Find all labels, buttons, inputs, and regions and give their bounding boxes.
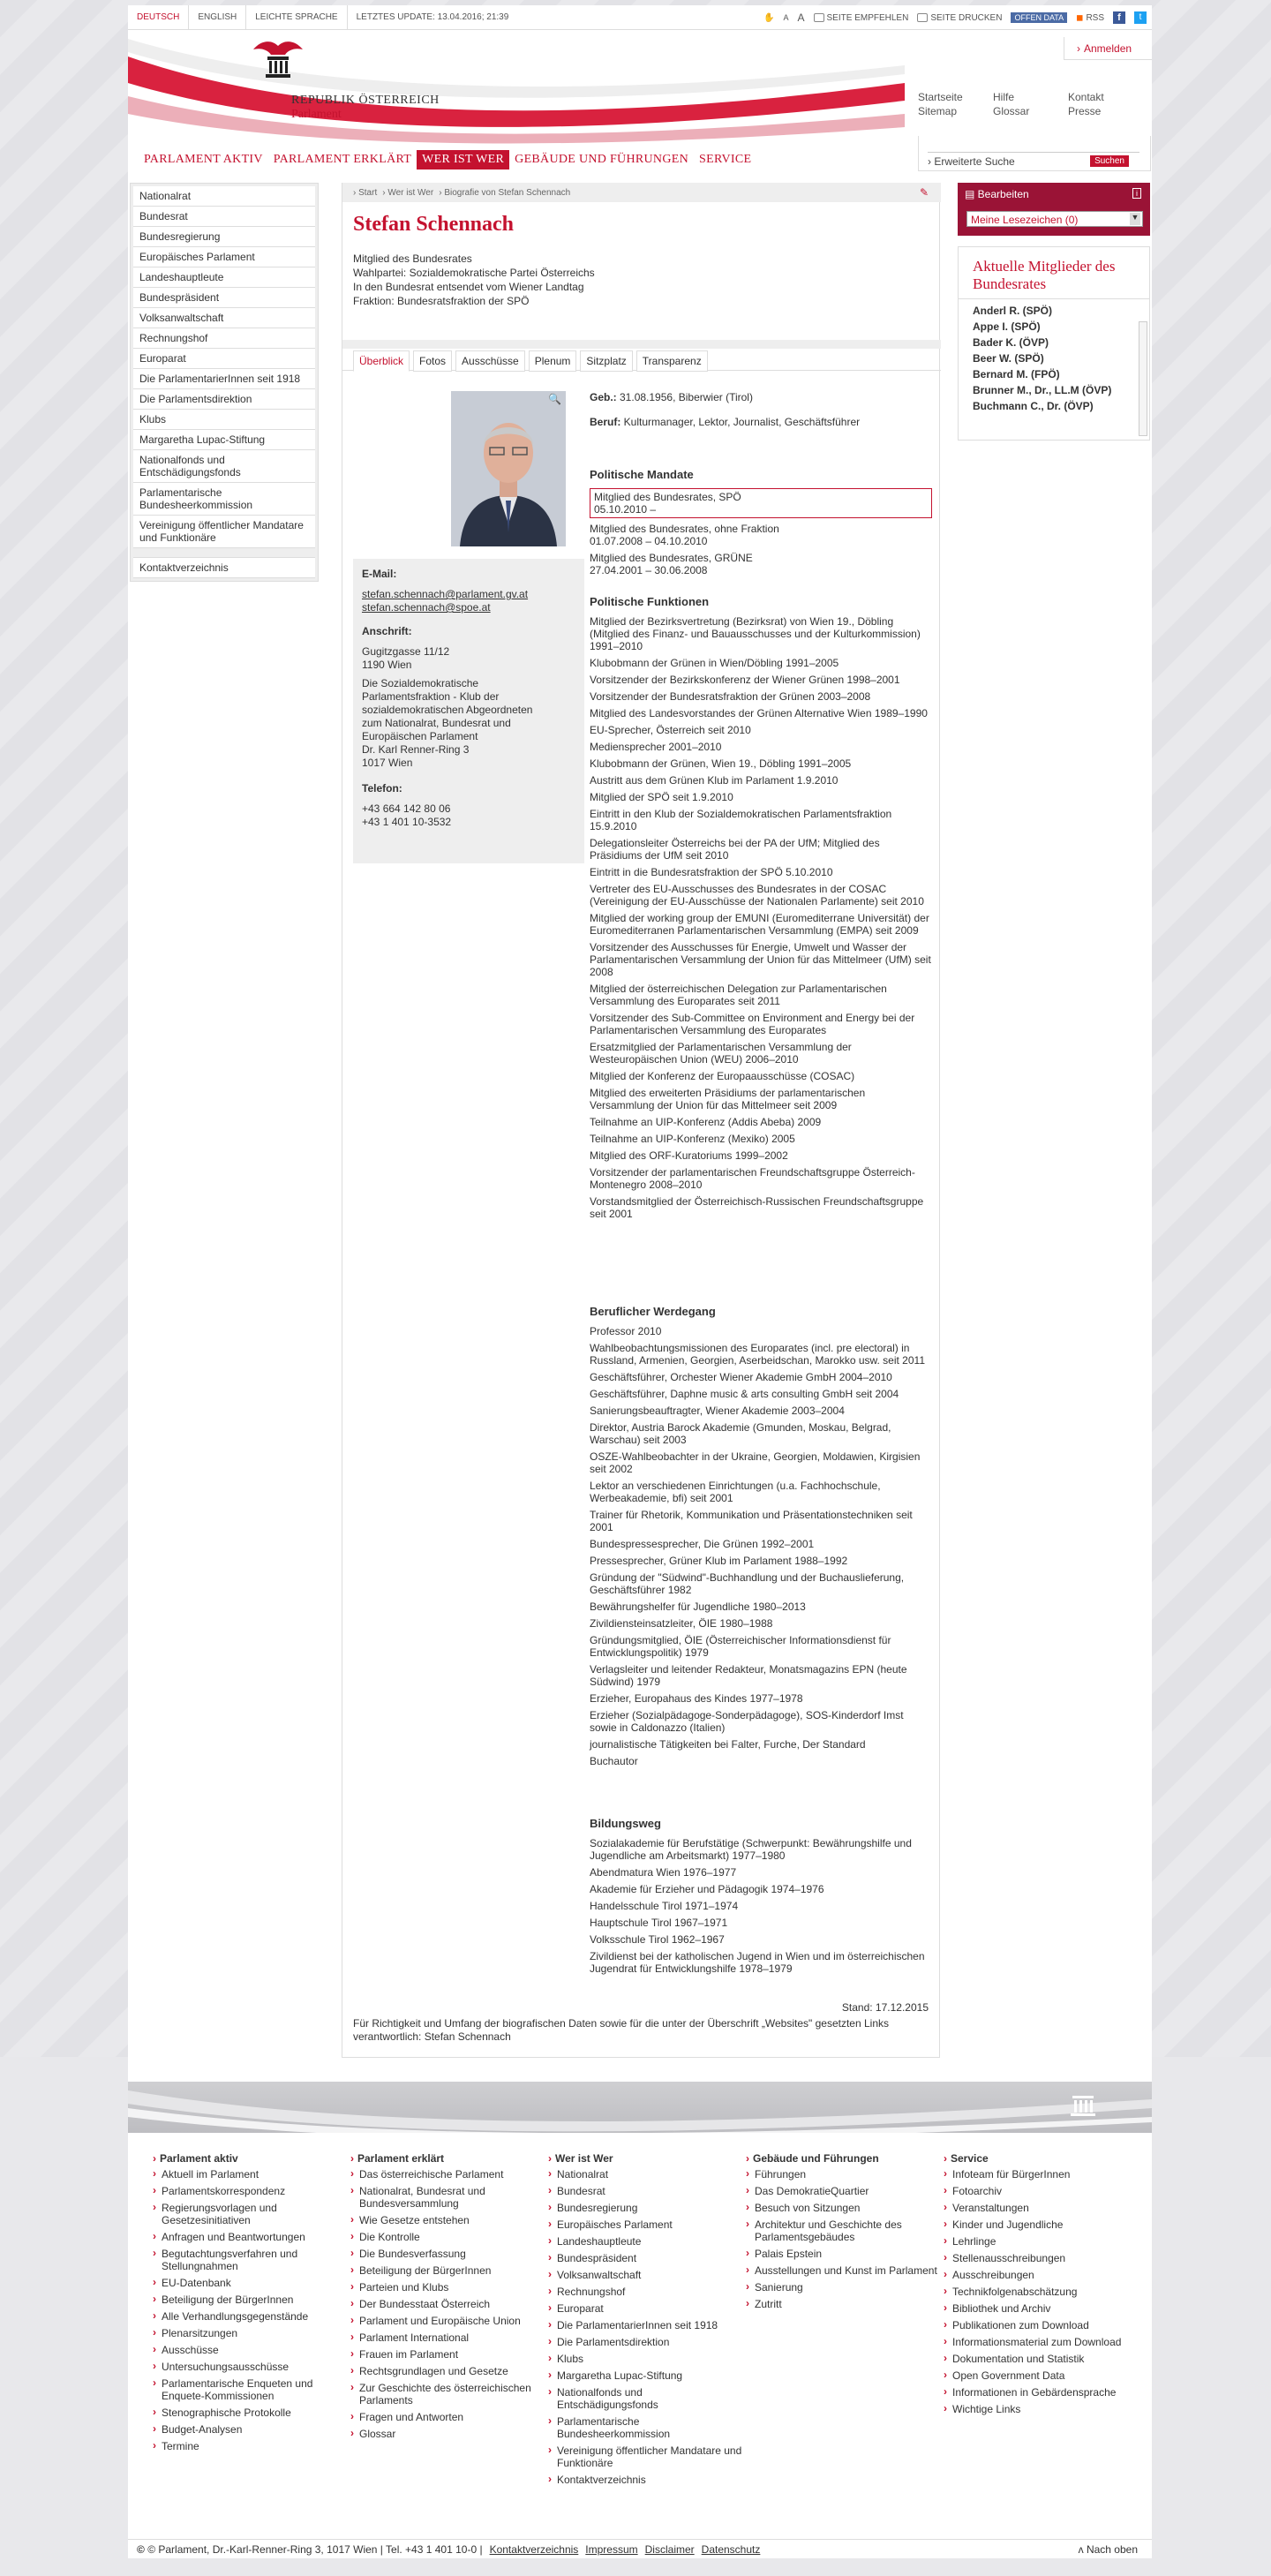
left-nav-item[interactable]: Bundespräsident — [133, 288, 315, 308]
footer-link[interactable]: › Beteiligung der BürgerInnen — [153, 2294, 350, 2306]
footer-column-title[interactable]: › Parlament aktiv — [153, 2152, 350, 2165]
funktion-item: Vorsitzender der parlamentarischen Freundschaftsgruppe Österreich-Montenegro 2008–2010 — [590, 1166, 915, 1191]
footer-link[interactable]: › Nationalrat, Bundesrat und Bundesversammlung — [350, 2185, 548, 2210]
bookmarks-value: Meine Lesezeichen (0) — [971, 214, 1079, 226]
werdegang-item: Direktor, Austria Barock Akademie (Gmunden, Moskau, Belgrad, Warschau) seit 2003 — [590, 1421, 891, 1446]
info-icon[interactable]: i — [1132, 188, 1141, 199]
search-input[interactable] — [928, 139, 1139, 153]
lang-deutsch[interactable]: DEUTSCH — [128, 5, 189, 30]
left-nav-item[interactable]: Landeshauptleute — [133, 267, 315, 288]
email-link[interactable]: stefan.schennach@spoe.at — [362, 601, 491, 614]
footer-link-impressum[interactable]: Impressum — [585, 2542, 638, 2556]
footer-wave — [128, 2082, 1152, 2133]
footer-link[interactable]: › Parlament International — [350, 2331, 548, 2344]
bildung-section — [590, 1818, 932, 1979]
zoom-icon[interactable]: 🔍 — [548, 393, 561, 405]
mandate-title: Mitglied des Bundesrates, GRÜNE — [590, 552, 753, 564]
phone-number: +43 664 142 80 06 — [362, 802, 451, 815]
bildung-item: Volksschule Tirol 1962–1967 — [590, 1933, 725, 1946]
back-to-top-link[interactable] — [1079, 2543, 1138, 2556]
tab-transparenz[interactable]: Transparenz — [636, 350, 708, 372]
footer-link[interactable]: › Budget-Analysen — [153, 2423, 350, 2436]
left-nav-item[interactable]: Europäisches Parlament — [133, 247, 315, 267]
funktionen-section — [590, 596, 932, 1224]
footer-link[interactable]: › Rechtsgrundlagen und Gesetze — [350, 2365, 548, 2377]
footer-link[interactable]: › Führungen — [746, 2168, 944, 2181]
arrow-up-icon: ʌ — [1078, 2543, 1087, 2556]
edit-box — [958, 183, 1150, 236]
sign-language-icon[interactable]: ✋ — [763, 12, 775, 23]
left-nav-item[interactable]: Nationalrat — [133, 186, 315, 207]
tab-sitzplatz[interactable]: Sitzplatz — [580, 350, 632, 372]
footer-link[interactable]: › Untersuchungsausschüsse — [153, 2361, 350, 2373]
mail-icon — [814, 13, 824, 22]
mandate-period: 05.10.2010 – — [594, 503, 657, 516]
chevron-down-icon: ▼ — [1130, 213, 1140, 225]
werdegang-item: OSZE-Wahlbeobachter in der Ukraine, Georgien, Moldawien, Kirgisien seit 2002 — [590, 1450, 921, 1475]
address-line: Dr. Karl Renner-Ring 3 — [362, 743, 470, 756]
footer-link[interactable]: › Parteien und Klubs — [350, 2281, 548, 2294]
werdegang-item: Professor 2010 — [590, 1325, 662, 1337]
footer-link[interactable]: › Infoteam für BürgerInnen — [944, 2168, 1141, 2181]
member-link[interactable]: Beer W. (SPÖ) — [973, 352, 1044, 365]
member-link[interactable]: Anderl R. (SPÖ) — [973, 305, 1053, 317]
phone-label: Telefon: — [362, 782, 402, 795]
advanced-search-label: Erweiterte Suche — [934, 155, 1015, 168]
nav-service[interactable]: SERVICE — [699, 153, 752, 166]
werdegang-item: Geschäftsführer, Orchester Wiener Akademie GmbH 2004–2010 — [590, 1371, 892, 1383]
open-data-button[interactable]: OFFEN DATA — [1011, 12, 1067, 23]
login-label: Anmelden — [1084, 42, 1132, 55]
footer-column-title[interactable]: › Wer ist Wer — [548, 2152, 746, 2165]
tabs — [353, 350, 708, 372]
nav-parlament-aktiv[interactable]: PARLAMENT AKTIV — [144, 153, 263, 166]
mandate-item — [590, 488, 932, 518]
footer-link[interactable]: › Informationsmaterial zum Download — [944, 2336, 1141, 2348]
section-title: Beruflicher Werdegang — [590, 1305, 716, 1318]
footer-link[interactable]: › Zur Geschichte des österreichischen Parlaments — [350, 2382, 548, 2407]
left-nav-item[interactable]: Volksanwaltschaft — [133, 308, 315, 328]
breadcrumb-start[interactable]: › Start — [353, 188, 378, 198]
advanced-search-link[interactable] — [928, 155, 1015, 168]
print-icon — [917, 13, 928, 22]
werdegang-item: Bewährungshelfer für Jugendliche 1980–2013 — [590, 1601, 806, 1613]
service-sitemap[interactable]: Sitemap — [918, 105, 958, 117]
left-nav-item[interactable]: Bundesregierung — [133, 227, 315, 247]
werdegang-item: Bundespressesprecher, Die Grünen 1992–2001 — [590, 1538, 815, 1550]
footer-link[interactable]: › Informationen in Gebärdensprache — [944, 2386, 1141, 2399]
section-title: Politische Funktionen — [590, 595, 710, 608]
birth-value: 31.08.1956, Biberwier (Tirol) — [616, 391, 753, 403]
footer-link[interactable]: › Architektur und Geschichte des Parlamentsgebäudes — [746, 2218, 944, 2243]
footer-link[interactable]: › Margaretha Lupac-Stiftung — [548, 2369, 746, 2382]
werdegang-item: Lektor an verschiedenen Einrichtungen (u.a. Fachhochschule, Werbeakademie, bfi) seit 2001 — [590, 1480, 881, 1504]
footer-link[interactable]: › Klubs — [548, 2353, 746, 2365]
rss-button[interactable] — [1076, 13, 1104, 23]
member-link[interactable]: Brunner M., Dr., LL.M (ÖVP) — [973, 384, 1112, 396]
nav-wer-ist-wer[interactable]: WER IST WER — [417, 150, 509, 169]
phone-number: +43 1 401 10-3532 — [362, 816, 452, 828]
main-content — [342, 183, 940, 2058]
footer-link[interactable]: › Bibliothek und Archiv — [944, 2302, 1141, 2315]
bookmark-icon[interactable]: ✎ — [919, 186, 929, 199]
funktion-item: Mitglied der SPÖ seit 1.9.2010 — [590, 791, 733, 803]
nav-parlament-erklaert[interactable]: PARLAMENT ERKLÄRT — [273, 153, 412, 166]
bildung-item: Handelsschule Tirol 1971–1974 — [590, 1900, 739, 1912]
werdegang-item: Zivildiensteinsatzleiter, ÖIE 1980–1988 — [590, 1617, 773, 1630]
funktion-item: Klubobmann der Grünen, Wien 19., Döbling 1991–2005 — [590, 757, 852, 770]
service-startseite[interactable]: Startseite — [918, 91, 963, 103]
nav-gebaeude[interactable]: GEBÄUDE UND FÜHRUNGEN — [515, 153, 689, 166]
funktion-item: Mitglied der Bezirksvertretung (Bezirksrat) von Wien 19., Döbling (Mitglied des Finanz- und Bauausschusses und der Kulturkommission) 1991–2010 — [590, 615, 921, 652]
print-page-button[interactable] — [917, 13, 1002, 23]
left-nav — [130, 183, 319, 582]
search-button[interactable]: Suchen — [1090, 155, 1129, 167]
footer-link[interactable]: › Palais Epstein — [746, 2248, 944, 2260]
werdegang-item: Pressesprecher, Grüner Klub im Parlament 1988–1992 — [590, 1555, 848, 1567]
footer-column — [350, 2152, 548, 2490]
right-sidebar — [958, 183, 1150, 441]
funktion-item: Delegationsleiter Österreichs bei der PA der UfM; Mitglied des Präsidiums der UfM seit 2010 — [590, 837, 880, 862]
footer-link[interactable]: › Nationalrat — [548, 2168, 746, 2181]
left-nav-item[interactable]: Die Parlamentsdirektion — [133, 389, 315, 410]
werdegang-item: journalistische Tätigkeiten bei Falter, Furche, Der Standard — [590, 1738, 866, 1751]
contact-box — [353, 559, 584, 863]
footer-link[interactable]: › Sanierung — [746, 2281, 944, 2294]
footer-column — [548, 2152, 746, 2490]
footer-link[interactable]: › Bundespräsident — [548, 2252, 746, 2264]
parliament-logo-icon[interactable] — [252, 37, 305, 85]
info-line: Wahlpartei: Sozialdemokratische Partei Österreichs — [353, 267, 595, 279]
logo-line2: Parlament — [291, 108, 342, 121]
bookmarks-select[interactable] — [966, 211, 1143, 227]
breadcrumb-current-label: Biografie von Stefan Schennach — [444, 188, 571, 198]
footer-link[interactable]: › Ausschüsse — [153, 2344, 350, 2356]
copyright: © © Parlament, Dr.-Karl-Renner-Ring 3, 1017 Wien | Tel. +43 1 401 10-0 | — [137, 2542, 483, 2556]
footer-link[interactable]: › Das österreichische Parlament — [350, 2168, 548, 2181]
members-title: Aktuelle Mitglieder des Bundesrates — [959, 247, 1149, 299]
service-glossar[interactable]: Glossar — [993, 105, 1030, 117]
footer-swoosh — [128, 2082, 1152, 2133]
chevron-right-icon: › — [928, 155, 935, 168]
mandate-item — [590, 552, 932, 576]
werdegang-item: Trainer für Rhetorik, Kommunikation und Präsentationstechniken seit 2001 — [590, 1509, 913, 1533]
footer-link[interactable]: › Open Government Data — [944, 2369, 1141, 2382]
footer-link[interactable]: › Technikfolgenabschätzung — [944, 2286, 1141, 2298]
breadcrumb-current: › Biografie von Stefan Schennach — [439, 188, 571, 198]
footer-column-title[interactable]: › Gebäude und Führungen — [746, 2152, 944, 2165]
portrait-illustration — [451, 391, 566, 546]
breadcrumb-wer-ist-wer[interactable]: › Wer ist Wer — [382, 188, 434, 198]
mandate-period: 01.07.2008 – 04.10.2010 — [590, 535, 708, 547]
service-kontakt[interactable]: Kontakt — [1068, 91, 1104, 103]
header-swoosh — [128, 30, 905, 145]
copyright-text: © Parlament, Dr.-Karl-Renner-Ring 3, 1017 Wien | Tel. +43 1 401 10-0 | — [147, 2542, 483, 2556]
bildung-item: Zivildienst bei der katholischen Jugend in Wien und im österreichischen Jugendrat für Entwicklungshilfe 1978–1979 — [590, 1950, 925, 1975]
footer-link[interactable]: › Parlament und Europäische Union — [350, 2315, 548, 2327]
footer-link[interactable]: › Fragen und Antworten — [350, 2411, 548, 2423]
bildung-item: Sozialakademie für Berufstätige (Schwerpunkt: Bewährungshilfe und Jugendliche am Arbeitsmarkt) 1977–1980 — [590, 1837, 912, 1862]
funktion-item: Mitglied des Landesvorstandes der Grünen Alternative Wien 1989–1990 — [590, 707, 928, 719]
members-scrollbar[interactable] — [1139, 321, 1147, 436]
footer-link[interactable]: › Bundesrat — [548, 2185, 746, 2197]
footer-link[interactable]: › Kontaktverzeichnis — [548, 2474, 746, 2486]
job-label: Beruf: — [590, 416, 621, 428]
footer-link[interactable]: › Rechnungshof — [548, 2286, 746, 2298]
werdegang-item: Geschäftsführer, Daphne music & arts consulting GmbH seit 2004 — [590, 1388, 899, 1400]
funktion-item: Vertreter des EU-Ausschusses des Bundesrates in der COSAC (Vereinigung der EU-Ausschüsse der Nationalen Parlamente) seit 2010 — [590, 883, 924, 908]
job-value: Kulturmanager, Lektor, Journalist, Geschäftsführer — [620, 416, 861, 428]
address-line: Gugitzgasse 11/12 — [362, 645, 450, 658]
recommend-label: SEITE EMPFEHLEN — [826, 12, 909, 23]
portrait-photo[interactable] — [451, 391, 566, 546]
funktion-item: Teilnahme an UIP-Konferenz (Mexiko) 2005 — [590, 1133, 795, 1145]
funktion-item: Mitglied der working group der EMUNI (Euromediterrane Universität) der Euromediterranen Parlamentarischen Versammlung (EMPA) seit 2009 — [590, 912, 929, 937]
member-link[interactable]: Bader K. (ÖVP) — [973, 336, 1049, 349]
mandate-title: Mitglied des Bundesrates, ohne Fraktion — [590, 523, 779, 535]
member-link[interactable]: Buchmann C., Dr. (ÖVP) — [973, 400, 1094, 412]
footer-link-datenschutz[interactable]: Datenschutz — [701, 2542, 761, 2556]
footer-link[interactable]: › EU-Datenbank — [153, 2277, 350, 2289]
address-line: 1190 Wien — [362, 659, 412, 671]
print-label: SEITE DRUCKEN — [930, 12, 1003, 23]
footer-link[interactable]: › Die Parlamentsdirektion — [548, 2336, 746, 2348]
footer-link[interactable]: › Ausschreibungen — [944, 2269, 1141, 2281]
current-members-box — [958, 246, 1150, 441]
footer-bottom — [128, 2539, 1152, 2558]
funktion-item: Vorstandsmitglied der Österreichisch-Russischen Freundschaftsgruppe seit 2001 — [590, 1195, 924, 1220]
lang-leichte-sprache[interactable]: LEICHTE SPRACHE — [246, 5, 347, 30]
footer-link[interactable]: › Publikationen zum Download — [944, 2319, 1141, 2331]
info-line: In den Bundesrat entsendet vom Wiener Landtag — [353, 281, 584, 293]
top-bar — [128, 5, 1152, 30]
footer-link[interactable]: › Wichtige Links — [944, 2403, 1141, 2415]
funktion-item: Vorsitzender des Ausschusses für Energie, Umwelt und Wasser der Parlamentarischen Versammlung der Union für das Mittelmeer (UfM) seit 2008 — [590, 941, 931, 978]
font-small-button[interactable]: A — [783, 13, 789, 22]
footer-link[interactable]: › Ausstellungen und Kunst im Parlament — [746, 2264, 944, 2277]
footer-link[interactable]: › Vereinigung öffentlicher Mandatare und Funktionäre — [548, 2444, 746, 2469]
login-link[interactable] — [1064, 37, 1152, 60]
funktion-item: Mitglied des erweiterten Präsidiums der parlamentarischen Versammlung der Union für das Mittelmeer seit 2009 — [590, 1087, 866, 1111]
footer — [128, 2082, 1152, 2558]
footer-link[interactable]: › Dokumentation und Statistik — [944, 2353, 1141, 2365]
facebook-icon[interactable]: f — [1113, 11, 1125, 24]
mandate-section — [590, 469, 932, 581]
werdegang-section — [590, 1306, 932, 1772]
werdegang-item: Erzieher, Europahaus des Kindes 1977–1978 — [590, 1692, 803, 1705]
edit-label[interactable]: Bearbeiten — [977, 188, 1029, 200]
email-label: E-Mail: — [362, 568, 397, 580]
footer-link[interactable]: › Parlamentskorrespondenz — [153, 2185, 350, 2197]
bildung-item: Hauptschule Tirol 1967–1971 — [590, 1917, 728, 1929]
funktion-item: Vorsitzender des Sub-Committee on Environment and Energy bei der Parlamentarischen Versammlung des Europarates — [590, 1012, 915, 1036]
rss-label: RSS — [1086, 12, 1104, 23]
footer-link[interactable]: › Volksanwaltschaft — [548, 2269, 746, 2281]
footer-link[interactable]: › Die Kontrolle — [350, 2231, 548, 2243]
footer-link[interactable]: › Europarat — [548, 2302, 746, 2315]
left-nav-item[interactable]: Nationalfonds und Entschädigungsfonds — [133, 450, 315, 483]
breadcrumb-wer-label: Wer ist Wer — [387, 188, 434, 198]
footer-link[interactable]: › Landeshauptleute — [548, 2235, 746, 2248]
footer-link[interactable]: › Die ParlamentarierInnen seit 1918 — [548, 2319, 746, 2331]
footer-link[interactable]: › Frauen im Parlament — [350, 2348, 548, 2361]
left-nav-item[interactable]: Bundesrat — [133, 207, 315, 227]
footer-link-kontakt[interactable]: Kontaktverzeichnis — [489, 2542, 579, 2556]
rss-icon: ◼ — [1076, 12, 1084, 23]
werdegang-item: Erzieher (Sozialpädagoge-Sonderpädagoge), SOS-Kinderdorf Imst sowie in Caldonazzo (Italien) — [590, 1709, 904, 1734]
birth-label: Geb.: — [590, 391, 617, 403]
left-nav-item[interactable]: Europarat — [133, 349, 315, 369]
left-nav-item[interactable]: Vereinigung öffentlicher Mandatare und Funktionäre — [133, 516, 315, 548]
funktion-item: Ersatzmitglied der Parlamentarischen Versammlung der Westeuropäischen Union (WEU) 2006–2010 — [590, 1041, 852, 1066]
bio-basics — [590, 391, 932, 428]
werdegang-item: Gründung der "Südwind"-Buchhandlung und der Buchauslieferung, Geschäftsführer 1982 — [590, 1571, 905, 1596]
footer-link[interactable]: › Parlamentarische Bundesheerkommission — [548, 2415, 746, 2440]
left-nav-item[interactable]: Rechnungshof — [133, 328, 315, 349]
footer-link[interactable]: › Nationalfonds und Entschädigungsfonds — [548, 2386, 746, 2411]
mandate-title: Mitglied des Bundesrates, SPÖ — [594, 491, 741, 503]
footer-link[interactable]: › Aktuell im Parlament — [153, 2168, 350, 2181]
recommend-page-button[interactable] — [814, 13, 909, 23]
info-line: Mitglied des Bundesrates — [353, 252, 472, 265]
footer-link[interactable]: › Stenographische Protokolle — [153, 2407, 350, 2419]
footer-link[interactable]: › Der Bundesstaat Österreich — [350, 2298, 548, 2310]
footer-column — [746, 2152, 944, 2490]
tab-plenum[interactable]: Plenum — [529, 350, 577, 372]
footer-link[interactable]: › Termine — [153, 2440, 350, 2452]
funktion-item: Klubobmann der Grünen in Wien/Döbling 1991–2005 — [590, 657, 839, 669]
service-presse[interactable]: Presse — [1068, 105, 1102, 117]
werdegang-item: Sanierungsbeauftragter, Wiener Akademie 2003–2004 — [590, 1405, 845, 1417]
footer-columns — [153, 2152, 1141, 2490]
funktion-item: Vorsitzender der Bezirkskonferenz der Wiener Grünen 1998–2001 — [590, 674, 900, 686]
footer-link[interactable]: › Wie Gesetze entstehen — [350, 2214, 548, 2226]
mandate-item — [590, 523, 932, 547]
member-link[interactable]: Appe I. (SPÖ) — [973, 320, 1041, 333]
footer-link[interactable]: › Fotoarchiv — [944, 2185, 1141, 2197]
footer-link[interactable]: › Kinder und Jugendliche — [944, 2218, 1141, 2231]
chevron-right-icon: › — [1077, 42, 1080, 55]
breadcrumb-start-label: Start — [358, 188, 378, 198]
funktion-item: Mitglied der österreichischen Delegation zur Parlamentarischen Versammlung des Europarates seit 2011 — [590, 983, 887, 1007]
footer-link[interactable]: › Glossar — [350, 2428, 548, 2440]
edit-icon: ▤ — [965, 188, 978, 200]
werdegang-item: Buchautor — [590, 1755, 638, 1767]
email-link[interactable]: stefan.schennach@parlament.gv.at — [362, 588, 529, 600]
person-info — [353, 252, 595, 308]
address-label: Anschrift: — [362, 625, 412, 637]
funktion-item: Vorsitzender der Bundesratsfraktion der Grünen 2003–2008 — [590, 690, 871, 703]
footer-link[interactable]: › Die Bundesverfassung — [350, 2248, 548, 2260]
stand-date: Stand: 17.12.2015 — [841, 2001, 929, 2014]
left-nav-item[interactable]: Margaretha Lupac-Stiftung — [133, 430, 315, 450]
mandate-period: 27.04.2001 – 30.06.2008 — [590, 564, 708, 576]
service-nav — [918, 91, 1143, 117]
footer-link[interactable]: › Regierungsvorlagen und Gesetzesinitiativen — [153, 2202, 350, 2226]
lang-english[interactable]: ENGLISH — [189, 5, 246, 30]
address-line: 1017 Wien — [362, 757, 413, 769]
separator — [342, 340, 941, 349]
funktion-item: Mitglied des ORF-Kuratoriums 1999–2002 — [590, 1149, 788, 1162]
footer-link-disclaimer[interactable]: Disclaimer — [644, 2542, 695, 2556]
bildung-item: Abendmatura Wien 1976–1977 — [590, 1866, 737, 1879]
footer-link[interactable]: › Zutritt — [746, 2298, 944, 2310]
footer-link[interactable]: › Lehrlinge — [944, 2235, 1141, 2248]
bildung-item: Akademie für Erzieher und Pädagogik 1974–1976 — [590, 1883, 824, 1895]
footer-link[interactable]: › Parlamentarische Enqueten und Enquete-Kommissionen — [153, 2377, 350, 2402]
funktion-item: Teilnahme an UIP-Konferenz (Addis Abeba) 2009 — [590, 1116, 822, 1128]
footer-link[interactable]: › Besuch von Sitzungen — [746, 2202, 944, 2214]
funktion-item: Austritt aus dem Grünen Klub im Parlament 1.9.2010 — [590, 774, 839, 787]
funktion-item: Eintritt in die Bundesratsfraktion der SPÖ 5.10.2010 — [590, 866, 833, 878]
left-nav-item[interactable]: Klubs — [133, 410, 315, 430]
werdegang-item: Wahlbeobachtungsmissionen des Europarates (incl. pre electoral) in Russland, Armenien, Georgien, Aserbeidschan, Marokko usw. seit 2011 — [590, 1342, 925, 1367]
tab-ueberblick[interactable]: Überblick — [353, 350, 410, 372]
main-nav — [128, 150, 756, 169]
tab-fotos[interactable]: Fotos — [413, 350, 452, 372]
left-nav-item[interactable]: Parlamentarische Bundesheerkommission — [133, 483, 315, 516]
footer-link[interactable]: › Bundesregierung — [548, 2202, 746, 2214]
footer-link[interactable]: › Alle Verhandlungsgegenstände — [153, 2310, 350, 2323]
funktion-item: EU-Sprecher, Österreich seit 2010 — [590, 724, 751, 736]
logo-text — [291, 94, 440, 122]
last-update: LETZTES UPDATE: 13.04.2016; 21:39 — [356, 12, 509, 22]
left-nav-kontaktverzeichnis[interactable]: Kontaktverzeichnis — [133, 557, 315, 578]
footer-link[interactable]: › Veranstaltungen — [944, 2202, 1141, 2214]
section-title: Politische Mandate — [590, 468, 694, 481]
back-to-top-label: Nach oben — [1086, 2543, 1138, 2556]
font-large-button[interactable]: A — [797, 11, 805, 24]
footer-link[interactable]: › Begutachtungsverfahren und Stellungnahmen — [153, 2248, 350, 2272]
footer-link[interactable]: › Plenarsitzungen — [153, 2327, 350, 2339]
footer-column-title[interactable]: › Service — [944, 2152, 1141, 2165]
footer-column — [153, 2152, 350, 2490]
twitter-icon[interactable]: t — [1134, 11, 1147, 24]
footer-column — [944, 2152, 1141, 2490]
funktion-item: Mitglied der Konferenz der Europaausschüsse (COSAC) — [590, 1070, 855, 1082]
werdegang-item: Gründungsmitglied, ÖIE (Österreichischer Informationsdienst für Entwicklungspolitik) 1979 — [590, 1634, 891, 1659]
toolbar — [763, 5, 1147, 30]
search-box — [918, 136, 1151, 171]
footer-link[interactable]: › Anfragen und Beantwortungen — [153, 2231, 350, 2243]
info-line: Fraktion: Bundesratsfraktion der SPÖ — [353, 295, 530, 307]
footnote: Für Richtigkeit und Umfang der biografischen Daten sowie für die unter der Überschrift „Websites" gesetzten Links verantwortlich: Stefan Schennach — [353, 2017, 889, 2043]
footer-link[interactable]: › Das DemokratieQuartier — [746, 2185, 944, 2197]
funktion-item: Eintritt in den Klub der Sozialdemokratischen Parlamentsfraktion 15.9.2010 — [590, 808, 892, 832]
werdegang-item: Verlagsleiter und leitender Redakteur, Monatsmagazins EPN (heute Südwind) 1979 — [590, 1663, 907, 1688]
page-title: Stefan Schennach — [353, 213, 515, 236]
logo-line1: REPUBLIK ÖSTERREICH — [291, 94, 440, 107]
address-line: Die Sozialdemokratische Parlamentsfraktion - Klub der sozialdemokratischen Abgeordneten zum Nationalrat, Bundesrat und Europäischen Parlament — [362, 677, 533, 742]
footer-link[interactable]: › Europäisches Parlament — [548, 2218, 746, 2231]
funktion-item: Mediensprecher 2001–2010 — [590, 741, 722, 753]
footer-link[interactable]: › Stellenausschreibungen — [944, 2252, 1141, 2264]
service-hilfe[interactable]: Hilfe — [993, 91, 1015, 103]
tab-ausschuesse[interactable]: Ausschüsse — [455, 350, 525, 372]
section-title: Bildungsweg — [590, 1817, 661, 1830]
left-nav-item[interactable]: Die ParlamentarierInnen seit 1918 — [133, 369, 315, 389]
breadcrumb — [342, 183, 941, 202]
footer-link[interactable]: › Beteiligung der BürgerInnen — [350, 2264, 548, 2277]
footer-column-title[interactable]: › Parlament erklärt — [350, 2152, 548, 2165]
member-link[interactable]: Bernard M. (FPÖ) — [973, 368, 1060, 380]
